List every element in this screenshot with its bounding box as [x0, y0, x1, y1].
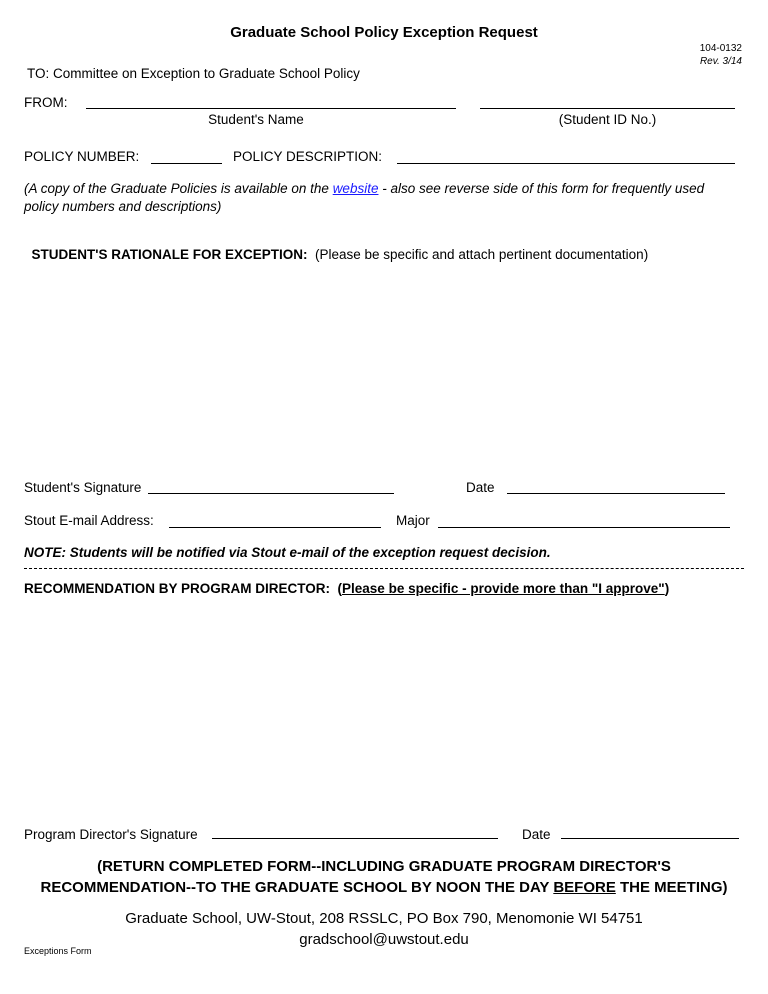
director-date-label: Date: [522, 827, 551, 842]
policy-description-label: POLICY DESCRIPTION:: [233, 149, 383, 164]
form-number: 104-0132: [699, 43, 742, 54]
director-signature-field[interactable]: [212, 838, 498, 839]
dashed-divider: [24, 568, 744, 569]
major-field[interactable]: [438, 527, 730, 528]
director-signature-label: Program Director's Signature: [24, 827, 198, 842]
footer-form-label: Exceptions Form: [24, 946, 92, 956]
form-number-block: [700, 42, 742, 68]
return-notice-line1: (RETURN COMPLETED FORM--INCLUDING GRADUATE PROGRAM DIRECTOR'S: [97, 858, 671, 875]
student-name-field[interactable]: [86, 108, 456, 109]
recommendation-writing-area[interactable]: [24, 604, 744, 814]
return-notice: [0, 856, 768, 898]
student-signature-label: Student's Signature: [24, 480, 142, 495]
rationale-instruction: (Please be specific and attach pertinent documentation): [307, 247, 649, 262]
address-line: Graduate School, UW-Stout, 208 RSSLC, PO Box 790, Menomonie WI 54751: [125, 910, 643, 927]
return-notice-before-emphasis: BEFORE: [553, 879, 616, 896]
address-block: [0, 908, 768, 950]
return-notice-line2-after: THE MEETING): [615, 879, 728, 896]
recommendation-heading-row: [24, 581, 669, 596]
notification-note: NOTE: Students will be notified via Stout e-mail of the exception request decision.: [24, 545, 551, 560]
rationale-heading: STUDENT'S RATIONALE FOR EXCEPTION:: [31, 247, 308, 262]
policy-number-field[interactable]: [151, 163, 222, 164]
recommendation-heading: RECOMMENDATION BY PROGRAM DIRECTOR:: [24, 581, 331, 596]
to-line: TO: Committee on Exception to Graduate School Policy: [27, 66, 360, 81]
email-address: gradschool@uwstout.edu: [299, 931, 469, 948]
email-field[interactable]: [169, 527, 381, 528]
student-id-caption: (Student ID No.): [558, 112, 657, 127]
return-notice-line2-before: RECOMMENDATION--TO THE GRADUATE SCHOOL BY NOON THE DAY: [40, 879, 554, 896]
form-title: Graduate School Policy Exception Request: [230, 24, 538, 41]
email-label: Stout E-mail Address:: [24, 513, 154, 528]
policy-number-label: POLICY NUMBER:: [24, 149, 140, 164]
student-date-label: Date: [466, 480, 495, 495]
recommendation-instruction: Please be specific - provide more than "I approve": [342, 581, 665, 596]
policies-note-after-link: - also see reverse side of this form for frequently used: [378, 181, 705, 196]
recommendation-close-paren: ): [664, 581, 670, 596]
policies-note-line2: policy numbers and descriptions): [24, 199, 222, 214]
return-notice-line2: [0, 877, 768, 898]
student-signature-field[interactable]: [148, 493, 394, 494]
website-link[interactable]: website: [332, 181, 379, 196]
from-label: FROM:: [24, 95, 68, 110]
student-id-field[interactable]: [480, 108, 735, 109]
student-date-field[interactable]: [507, 493, 725, 494]
policies-note-line1: [24, 181, 704, 196]
student-name-caption: Student's Name: [208, 112, 304, 127]
policies-note-before-link: (A copy of the Graduate Policies is available on the: [24, 181, 333, 196]
revision-date: Rev. 3/14: [699, 56, 742, 67]
policy-description-field[interactable]: [397, 163, 735, 164]
rationale-writing-area[interactable]: [24, 254, 744, 464]
recommendation-open-paren: (: [337, 581, 343, 596]
major-label: Major: [396, 513, 430, 528]
director-date-field[interactable]: [561, 838, 739, 839]
